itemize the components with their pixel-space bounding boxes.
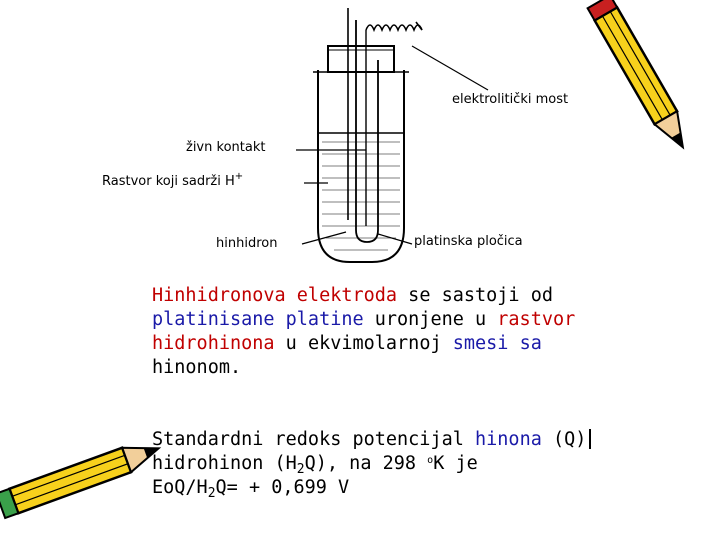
label-mercury-contact: živn kontakt [186,140,266,155]
potential-paragraph [152,428,612,500]
label-salt-bridge: elektrolitički most [452,92,569,107]
text: hidrohinon (H [152,453,297,474]
text: hinonom. [152,357,242,378]
subscript: 2 [296,462,305,477]
pencil-icon [0,436,163,518]
text: se sastoji od [397,285,553,306]
term-quinone: hinona [475,429,542,450]
text: Q), na 298 [304,453,428,474]
electrode-tube [356,20,378,242]
label-solution-text: Rastvor koji sadrži H [102,174,235,189]
superscript: o [427,455,434,466]
separator-bar [589,429,591,449]
term-solution: rastvor hidrohinona [152,309,576,354]
subscript: 2 [207,486,216,501]
text: uronjene u [363,309,498,330]
text: (Q) [541,429,587,450]
coil-wire [366,22,422,30]
text: K je [433,453,478,474]
text: Eo [152,477,175,498]
pencil-icon [588,0,695,154]
label-solution [102,171,244,189]
text: Q/H [174,477,208,498]
label-platinum-plate: platinska pločica [414,234,523,249]
term-electrode: Hinhidronova elektroda [152,285,398,306]
label-quinhydrone: hinhidron [216,236,278,251]
text: Q= + 0,699 V [215,477,350,498]
text: Standardni redoks potencijal [152,429,476,450]
term-platinum: platinisane platine [152,309,364,330]
text: u ekvimolarnoj [274,333,453,354]
term-mixture: smesi sa [452,333,542,354]
label-solution-sup: + [234,171,244,182]
description-paragraph [152,284,612,380]
